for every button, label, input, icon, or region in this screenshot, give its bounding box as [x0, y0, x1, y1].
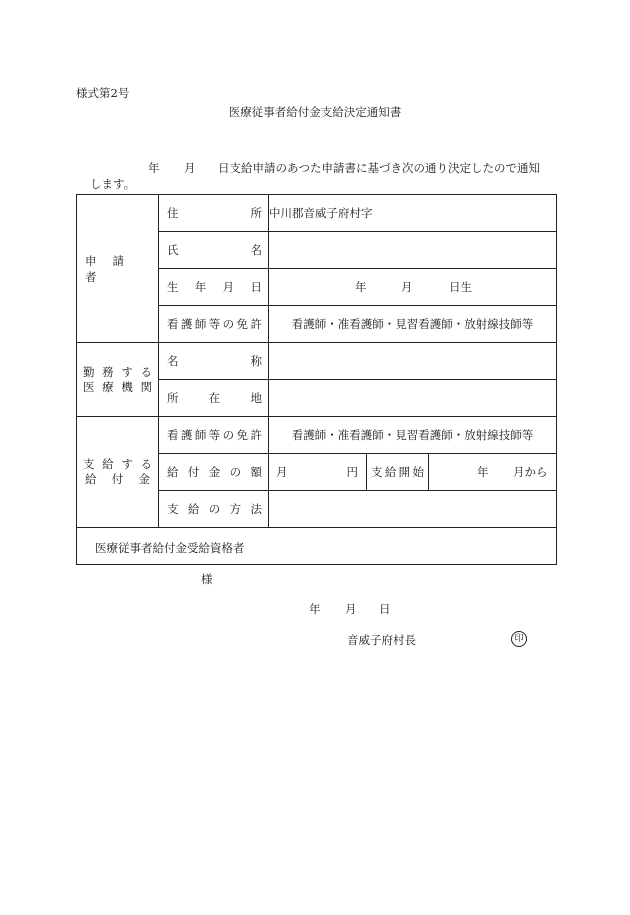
workplace-location-label-cell: 所 在 地 [159, 380, 269, 417]
date-day: 日 [379, 602, 391, 616]
birth-date-value [269, 269, 557, 306]
intro-line-2: します。 [90, 177, 136, 191]
intro-month: 月 [184, 161, 196, 175]
birth-day: 日生 [449, 280, 472, 294]
signature-row [77, 528, 557, 565]
recipient-label: 医療従事者給付金受給資格者 [95, 541, 245, 555]
date-month: 月 [345, 602, 357, 616]
applicant-section-label [77, 195, 159, 343]
workplace-section-label: 勤 務 す る 医 療 機 関 [77, 343, 159, 417]
payment-license-label-cell: 看 護 師 等 の 免 許 [159, 417, 269, 454]
applicant-license-value: 看護師・准看護師・見習看護師・放射線技師等 [269, 306, 557, 343]
seal-icon: 印 [511, 631, 527, 647]
birth-year: 年 [355, 280, 367, 294]
start-label-cell: 支 給 開 始 [367, 454, 429, 491]
address-value: 中川郡音威子府村字 [269, 195, 557, 232]
birth-label-cell: 生 年 月 日 [159, 269, 269, 306]
payment-license-value: 看護師・准看護師・見習看護師・放射線技師等 [269, 417, 557, 454]
birth-month: 月 [401, 280, 413, 294]
applicant-label-text: 申請者 [85, 253, 140, 284]
issuer-name: 音威子府村長 [347, 633, 416, 647]
workplace-name-label-cell: 名 称 [159, 343, 269, 380]
applicant-address-row [77, 195, 557, 232]
license-label-cell: 看 護 師 等 の 免 許 [159, 306, 269, 343]
amount-prefix: 月 [276, 465, 288, 479]
amount-value [269, 454, 367, 491]
start-year: 年 [477, 465, 489, 479]
honorific: 様 [201, 572, 213, 586]
start-month: 月から [513, 465, 548, 479]
workplace-name-row [77, 343, 557, 380]
notice-table [76, 194, 557, 647]
name-label-cell: 氏 名 [159, 232, 269, 269]
amount-unit: 円 [346, 465, 358, 479]
payment-section-label: 支 給 す る 給 付 金 [77, 417, 159, 528]
address-label-cell: 住 所 [159, 195, 269, 232]
workplace-name-value [269, 343, 557, 380]
method-value [269, 491, 557, 528]
date-year: 年 [309, 602, 321, 616]
form-number: 様式第2号 [76, 86, 130, 100]
intro-year: 年 [148, 161, 160, 175]
document-title: 医療従事者給付金支給決定通知書 [228, 105, 402, 119]
applicant-label [77, 253, 158, 285]
intro-text: 日支給申請のあつた申請書に基づき次の通り決定したので通知 [218, 161, 540, 175]
amount-label-cell: 給 付 金 の 額 [159, 454, 269, 491]
start-date-value [429, 454, 557, 491]
workplace-location-value [269, 380, 557, 417]
name-value [269, 232, 557, 269]
method-label-cell: 支 給 の 方 法 [159, 491, 269, 528]
signature-area [77, 528, 557, 647]
payment-license-row [77, 417, 557, 454]
